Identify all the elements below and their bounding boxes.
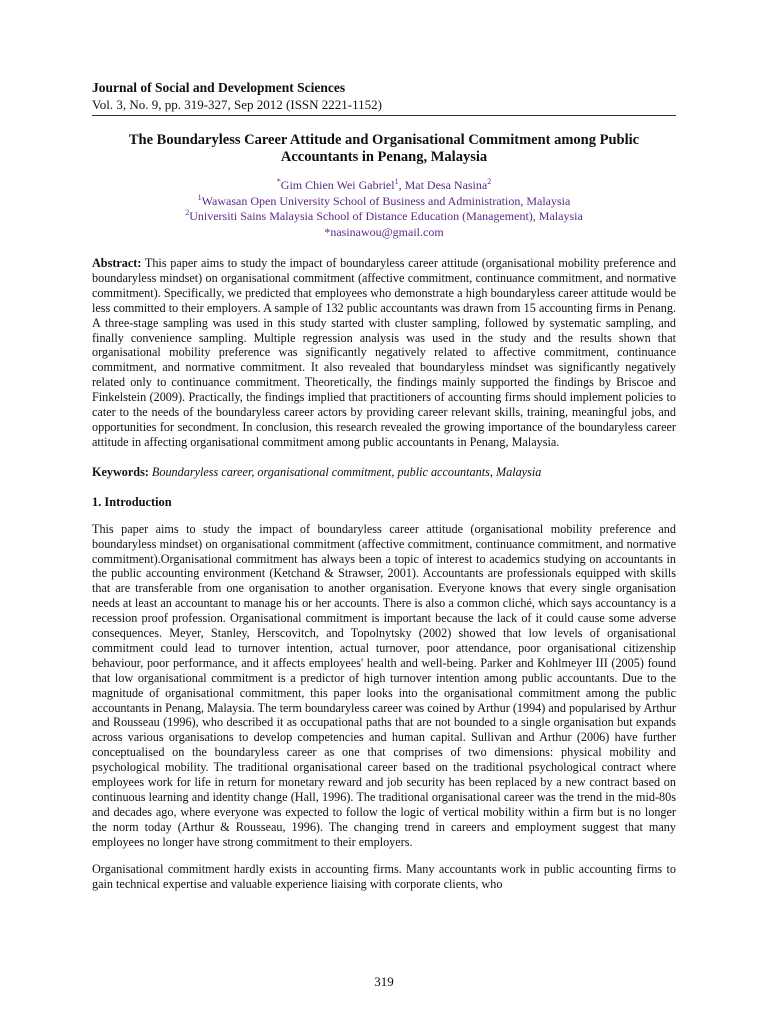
author-affiliation-mark-1: 1 [394,177,399,186]
page-number: 319 [374,974,394,989]
journal-header [92,80,676,116]
author-block [92,178,676,240]
section-heading-introduction: 1. Introduction [92,494,172,509]
introduction-paragraph-2: Organisational commitment hardly exists in accounting firms. Many accountants work in public accounting firms to gain technical expertise and valuable experience liaising with corporate clients, who [92,861,676,891]
author-separator: , [398,178,405,192]
corresponding-mark: * [276,177,281,186]
affiliation-mark: 2 [185,208,190,217]
abstract [92,256,676,450]
header-rule [92,115,676,116]
author-email: *nasinawou@gmail.com [324,224,444,239]
abstract-text: This paper aims to study the impact of boundaryless career attitude (organisational mobility preference and boundaryless mindset) on organisational commitment (affective commitment, continuance commitment, and normative commitment). Specifically, we predicted that employees who demonstrate a high boundaryless career attitude would be less committed to their employers. A sample of 132 public accountants was drawn from 15 accounting firms in Penang. A three-stage sampling was used in this study started with cluster sampling, followed by systematic sampling, and finally convenience sampling. Multiple regression analysis was used in the study and the results shown that organisational mobility preference was significantly negatively related to affective commitment, continuance commitment, and normative commitment. It also revealed that boundaryless mindset was significantly negatively related only to continuance commitment. Theoretically, the findings mainly supported the findings by Briscoe and Finkelstein (2009). Practically, the findings implied that practitioners of accounting firms should implement policies to cater to the needs of the boundaryless career actors by providing career relevant skills, training, meaningful jobs, and opportunities for secondment. In conclusion, this research revealed the growing importance of the boundaryless career attitude in affecting organisational commitment among public accountants in Penang, Malaysia. [92,256,676,449]
paper-title: The Boundaryless Career Attitude and Organisational Commitment among Public Accountants in Penang, Malaysia [128,132,640,165]
affiliation-1 [92,194,676,210]
author-name-2: Mat Desa Nasina [404,178,488,192]
author-line [92,178,676,194]
journal-meta: Vol. 3, No. 9, pp. 319-327, Sep 2012 (ISSN 2221-1152) [92,97,382,112]
affiliation-text: Wawasan Open University School of Business and Administration, Malaysia [201,193,571,208]
keywords-text: Boundaryless career, organisational commitment, public accountants, Malaysia [151,464,542,479]
journal-name: Journal of Social and Development Sciences [92,80,346,95]
introduction-paragraph-1: This paper aims to study the impact of boundaryless career attitude (organisational mobility preference and boundaryless mindset) on organisational commitment (affective commitment, continuance commitment, and normative commitment).Organisational commitment has always been a topic of interest to academics studying on accountants in the public accounting environment (Ketchand & Strawser, 2001). Accountants are professionals equipped with skills that are transferable from one organisation to another organisation. Everyone knows that every single organisation needs at least an accountant to manage his or her accounts. There is also a common cliché, which says accountancy is a recession proof profession. Organisational commitment is important because the lack of it could cause some adverse consequences. Meyer, Stanley, Herscovitch, and Topolnytsky (2002) showed that low levels of organisational commitment could lead to turnover intention, actual turnover, poor attendance, poor organisational citizenship behaviour, poor performance, and it affects employees' health and well-being. Parker and Kohlmeyer III (2005) found that low organisational commitment is a predictor of high turnover intention among public accountants. Due to the magnitude of organisational commitment, this paper looks into the organisational commitment among the public accountants in Penang, Malaysia. The term boundaryless career was coined by Arthur (1994) and popularised by Arthur and Rousseau (1996), who described it as occupational paths that are not bounded to a single organisation but expands across various organisations to develop competencies and human capital. Sullivan and Arthur (2006) have further conceptualised on the boundaryless career as one that comprises of two dimensions: physical mobility and psychological mobility. The traditional organisational career based on the traditional psychological contract where employees work for life in return for monetary reward and job security has been replaced by a new contract based on continuous learning and identity change (Hall, 1996). The traditional organisational career was the trend in the mid-80s and decades ago, where everyone was expected to follow the logic of vertical mobility within a firm but is no longer the norm today (Arthur & Rousseau, 1996). The changing trend in careers and employment suggest that many employees no longer have strong commitment to their employers. [92,521,676,849]
keywords [92,465,676,480]
author-affiliation-mark-2: 2 [487,177,492,186]
abstract-label: Abstract: [92,256,142,270]
affiliation-mark: 1 [197,192,202,202]
affiliation-text: Universiti Sains Malaysia School of Distance Education (Management), Malaysia [189,209,583,223]
author-name-1: Gim Chien Wei Gabriel [280,178,395,192]
affiliation-2 [92,209,676,225]
keywords-label: Keywords: [92,464,149,479]
